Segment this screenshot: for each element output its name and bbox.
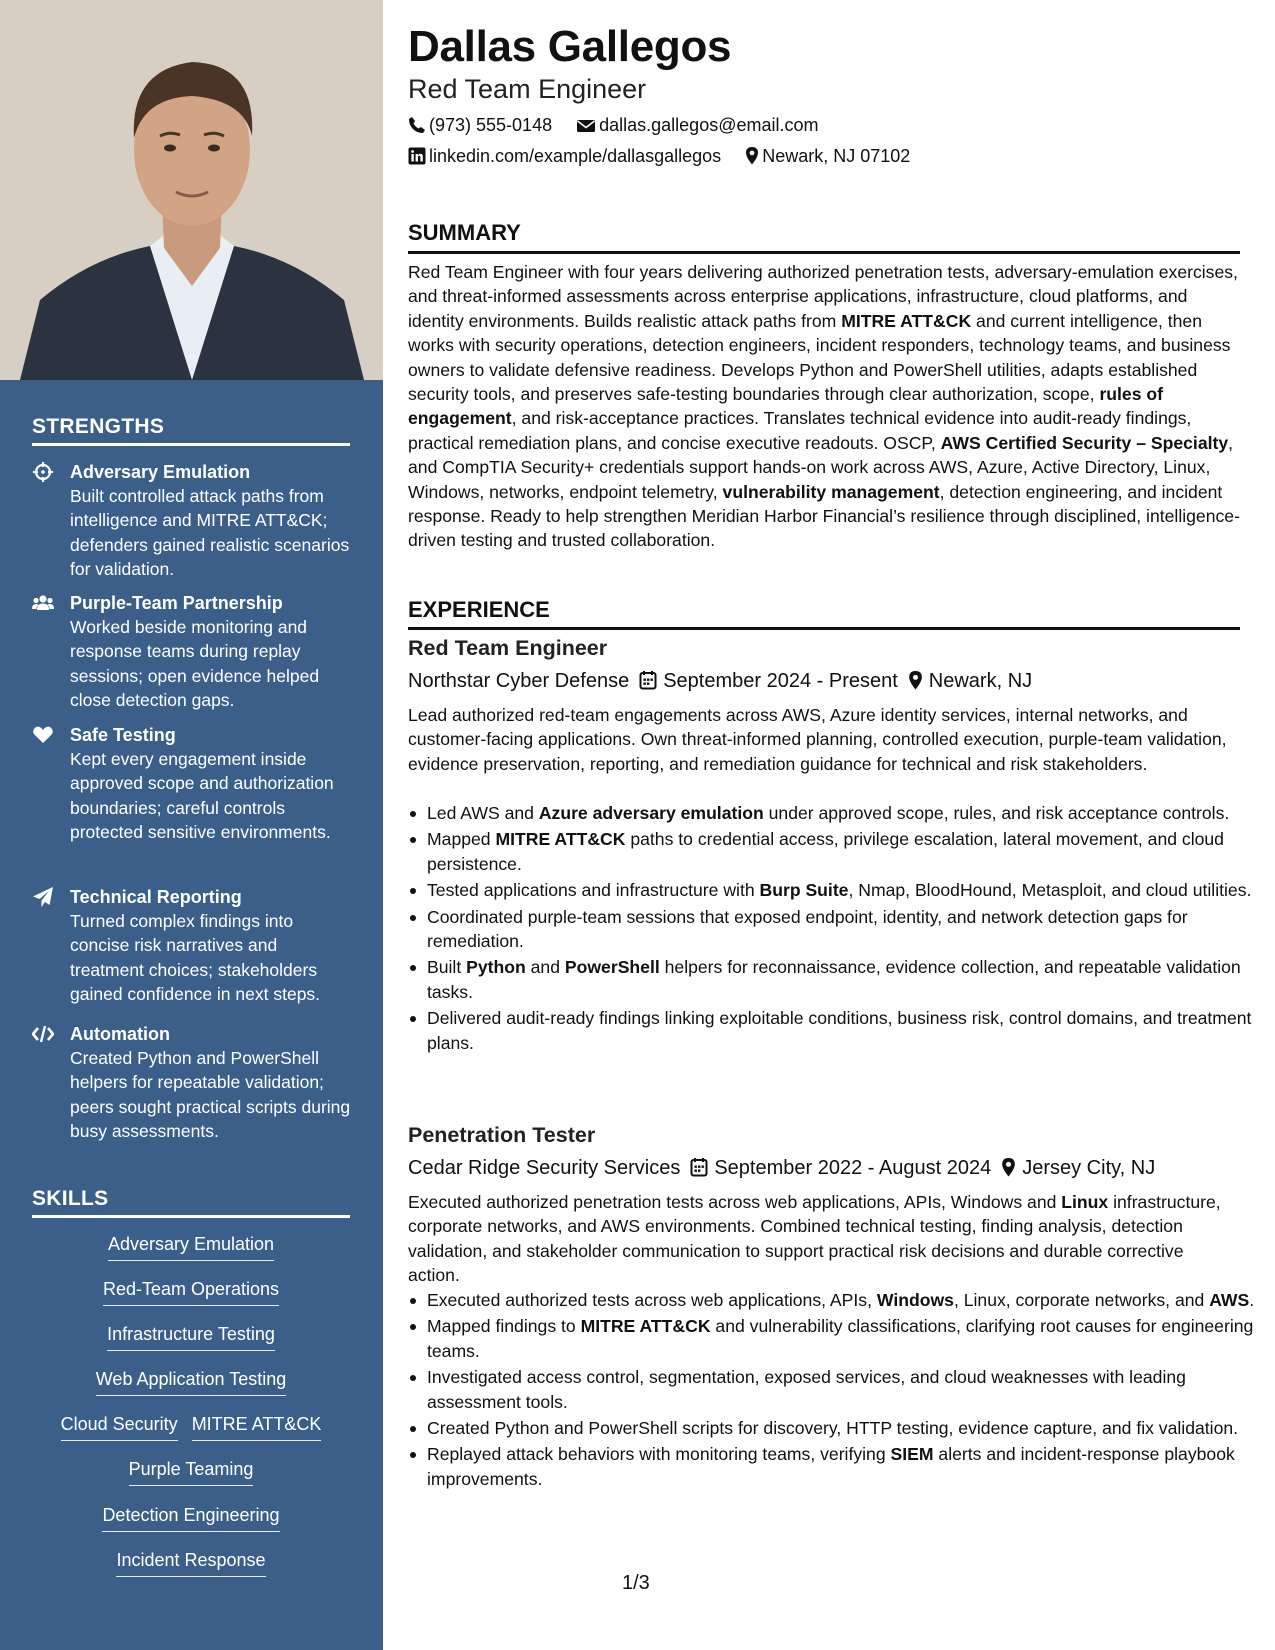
- strength-body: Kept every engagement inside approved scope and authorization boundaries; careful controls protected sensitive environments.: [70, 749, 334, 843]
- skills-rule: [32, 1215, 350, 1218]
- strength-title: Adversary Emulation: [70, 462, 251, 482]
- job-location: Newark, NJ: [928, 670, 1033, 692]
- contact-line-2: [408, 144, 910, 168]
- skill-tag: Infrastructure Testing: [107, 1322, 275, 1351]
- summary-title: SUMMARY: [408, 220, 521, 245]
- skills-section: [32, 1185, 350, 1218]
- code-icon: [32, 1023, 54, 1045]
- bullet-item: Coordinated purple-team sessions that exposed endpoint, identity, and network detection gaps for remediation.: [427, 905, 1259, 954]
- envelope-icon: [576, 118, 596, 134]
- job-description: Executed authorized penetration tests across web applications, APIs, Windows and Linux infrastructure, corporate networks, and AWS environments. Combined technical testing, finding analysis, detection validation, and stakeholder communication to support practical risk decisions and durable corrective action.: [408, 1192, 1221, 1286]
- job-meta: [408, 1155, 1155, 1181]
- skills-list: [32, 1232, 350, 1582]
- strength-body: Turned complex findings into concise risk narratives and treatment choices; stakeholders gained confidence in next steps.: [70, 911, 321, 1005]
- job-title: Red Team Engineer: [408, 636, 608, 660]
- skill-tag: Web Application Testing: [96, 1367, 286, 1396]
- sidebar: [0, 0, 383, 1650]
- phone-number: (973) 555-0148: [429, 115, 553, 135]
- job-meta: [408, 668, 1032, 694]
- calendar-icon: [690, 1157, 708, 1177]
- crosshair-icon: [32, 461, 54, 483]
- job-dates: September 2024 - Present: [663, 670, 898, 692]
- strength-body: Worked beside monitoring and response teams during replay sessions; open evidence helped close detection gaps.: [70, 617, 320, 711]
- phone-icon: [408, 116, 426, 134]
- bullet-item: Led AWS and Azure adversary emulation under approved scope, rules, and risk acceptance controls.: [427, 801, 1259, 825]
- skill-tag: MITRE ATT&CK: [192, 1412, 322, 1441]
- contact-line-1: [408, 113, 819, 137]
- skill-tag: Purple Teaming: [129, 1457, 254, 1486]
- candidate-role: Red Team Engineer: [408, 74, 647, 104]
- job-title: Penetration Tester: [408, 1123, 596, 1147]
- users-icon: [32, 592, 54, 614]
- bullet-item: Mapped findings to MITRE ATT&CK and vulnerability classifications, clarifying root causes for engineering teams.: [427, 1314, 1259, 1363]
- job-location: Jersey City, NJ: [1022, 1157, 1156, 1179]
- calendar-icon: [639, 670, 657, 690]
- page-number: 1/3: [622, 1572, 650, 1594]
- email-address[interactable]: dallas.gallegos@email.com: [599, 115, 819, 135]
- map-pin-icon: [1001, 1157, 1016, 1177]
- skill-tag: Cloud Security: [61, 1412, 178, 1441]
- paper-plane-icon: [32, 886, 54, 908]
- skill-tag: Red-Team Operations: [103, 1277, 279, 1306]
- candidate-name: Dallas Gallegos: [408, 22, 732, 71]
- heart-icon: [32, 724, 54, 746]
- strength-title: Technical Reporting: [70, 887, 242, 907]
- skill-tag: Detection Engineering: [102, 1503, 279, 1532]
- strengths-section: [32, 413, 350, 446]
- strengths-list: [32, 460, 350, 1140]
- bullet-item: Mapped MITRE ATT&CK paths to credential access, privilege escalation, lateral movement, and cloud persistence.: [427, 827, 1259, 876]
- bullet-item: Tested applications and infrastructure with Burp Suite, Nmap, BloodHound, Metasploit, and cloud utilities.: [427, 878, 1259, 902]
- strength-title: Purple-Team Partnership: [70, 593, 283, 613]
- bullet-item: Created Python and PowerShell scripts for discovery, HTTP testing, evidence capture, and fix validation.: [427, 1416, 1259, 1440]
- profile-photo: [0, 0, 383, 380]
- summary-rule: [408, 251, 1240, 254]
- strengths-rule: [32, 443, 350, 446]
- linkedin-icon: [408, 147, 426, 165]
- job-description: Lead authorized red-team engagements across AWS, Azure identity services, internal networks, and customer-facing applications. Own threat-informed planning, controlled execution, purple-team validation, evidence preservation, reporting, and remediation guidance for technical and risk stakeholders.: [408, 705, 1227, 774]
- job-bullets: [408, 1288, 1259, 1493]
- experience-title: EXPERIENCE: [408, 597, 550, 622]
- job-bullets: [408, 801, 1259, 1057]
- job-company: Cedar Ridge Security Services: [408, 1157, 681, 1179]
- job-company: Northstar Cyber Defense: [408, 670, 630, 692]
- strength-title: Automation: [70, 1024, 170, 1044]
- skill-tag: Adversary Emulation: [108, 1232, 274, 1261]
- experience-rule: [408, 627, 1240, 630]
- strength-title: Safe Testing: [70, 725, 176, 745]
- linkedin-url[interactable]: linkedin.com/example/dallasgallegos: [429, 146, 722, 166]
- bullet-item: Executed authorized tests across web applications, APIs, Windows, Linux, corporate networks, and AWS.: [427, 1288, 1259, 1312]
- skills-title: SKILLS: [32, 1187, 109, 1210]
- location: Newark, NJ 07102: [762, 146, 911, 166]
- skill-tag: Incident Response: [116, 1548, 265, 1577]
- bullet-item: Built Python and PowerShell helpers for reconnaissance, evidence collection, and repeatable validation tasks.: [427, 955, 1259, 1004]
- job-dates: September 2022 - August 2024: [714, 1157, 992, 1179]
- bullet-item: Delivered audit-ready findings linking exploitable conditions, business risk, control domains, and treatment plans.: [427, 1006, 1259, 1055]
- strength-body: Built controlled attack paths from intelligence and MITRE ATT&CK; defenders gained realistic scenarios for validation.: [70, 486, 350, 580]
- map-pin-icon: [745, 146, 759, 165]
- map-pin-icon: [908, 670, 923, 690]
- bullet-item: Replayed attack behaviors with monitoring teams, verifying SIEM alerts and incident-response playbook improvements.: [427, 1442, 1259, 1491]
- profile-photo-illustration: [0, 0, 383, 380]
- strengths-title: STRENGTHS: [32, 415, 165, 438]
- summary-text: Red Team Engineer with four years delivering authorized penetration tests, adversary-emulation exercises, and threat-informed assessments across enterprise applications, infrastructure, cloud platforms, and identity environments. Builds realistic attack paths from MITRE ATT&CK and current intelligence, then works with security operations, detection engineers, incident responders, technology teams, and business owners to validate defensive readiness. Develops Python and PowerShell utilities, adapts established security tools, and preserves safe-testing boundaries through clear authorization, scope, rules of engagement, and risk-acceptance practices. Translates technical evidence into audit-ready findings, practical remediation plans, and concise executive readouts. OSCP, AWS Certified Security – Specialty, and CompTIA Security+ credentials support hands-on work across AWS, Azure, Active Directory, Linux, Windows, networks, endpoint telemetry, vulnerability management, detection engineering, and incident response. Ready to help strengthen Meridian Harbor Financial’s resilience through disciplined, intelligence-driven testing and trusted collaboration.: [408, 262, 1240, 551]
- strength-body: Created Python and PowerShell helpers for repeatable validation; peers sought practical scripts during busy assessments.: [70, 1048, 351, 1142]
- bullet-item: Investigated access control, segmentation, exposed services, and cloud weaknesses with leading assessment tools.: [427, 1365, 1259, 1414]
